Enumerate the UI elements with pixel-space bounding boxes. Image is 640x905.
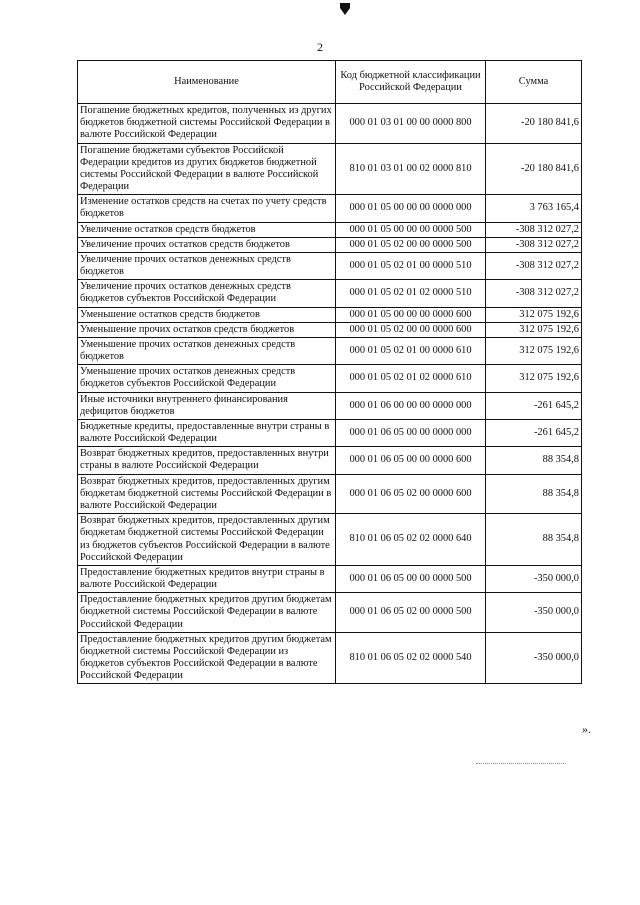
row-name-cell: Увеличение прочих остатков средств бюджетов (78, 237, 336, 252)
table-row (78, 322, 582, 337)
row-name-cell: Возврат бюджетных кредитов, предоставленных внутри страны в валюте Российской Федерации (78, 447, 336, 474)
row-name-cell: Погашение бюджетами субъектов Российской Федерации кредитов из других бюджетов бюджетной системы Российской Федерации в валюте Российской Федерации (78, 143, 336, 195)
row-code-cell: 000 01 06 05 02 00 0000 600 (336, 474, 486, 514)
row-name-cell: Погашение бюджетных кредитов, полученных из других бюджетов бюджетной системы Российской Федерации в валюте Российской Федерации (78, 104, 336, 144)
header-code: Код бюджетной классификации Российской Федерации (336, 61, 486, 104)
row-sum-cell: -261 645,2 (486, 392, 582, 419)
table-row (78, 447, 582, 474)
row-name-cell: Увеличение прочих остатков денежных средств бюджетов (78, 252, 336, 279)
table-row (78, 365, 582, 392)
row-name-cell: Предоставление бюджетных кредитов другим бюджетам бюджетной системы Российской Федерации из бюджетов субъектов Российской Федерации в валюте Российской Федерации (78, 632, 336, 684)
table-row (78, 222, 582, 237)
row-name-cell: Бюджетные кредиты, предоставленные внутри страны в валюте Российской Федерации (78, 419, 336, 446)
row-sum-cell: -350 000,0 (486, 593, 582, 633)
row-sum-cell: 312 075 192,6 (486, 307, 582, 322)
row-code-cell: 000 01 05 00 00 00 0000 000 (336, 195, 486, 222)
row-sum-cell: 88 354,8 (486, 447, 582, 474)
table-row (78, 337, 582, 364)
page-number: 2 (317, 40, 323, 54)
row-code-cell: 000 01 06 00 00 00 0000 000 (336, 392, 486, 419)
row-code-cell: 000 01 06 05 02 00 0000 500 (336, 593, 486, 633)
table-body (78, 104, 582, 684)
row-name-cell: Увеличение прочих остатков денежных средств бюджетов субъектов Российской Федерации (78, 280, 336, 307)
table-row (78, 104, 582, 144)
table-row (78, 195, 582, 222)
row-code-cell: 000 01 05 02 01 02 0000 610 (336, 365, 486, 392)
row-name-cell: Предоставление бюджетных кредитов внутри страны в валюте Российской Федерации (78, 565, 336, 592)
header-name: Наименование (78, 61, 336, 104)
row-name-cell: Возврат бюджетных кредитов, предоставленных другим бюджетам бюджетной системы Российской Федерации из бюджетов субъектов Российской Федерации в валюте Российской Федерации (78, 514, 336, 566)
row-sum-cell: -308 312 027,2 (486, 237, 582, 252)
row-code-cell: 000 01 06 05 00 00 0000 600 (336, 447, 486, 474)
table-row (78, 593, 582, 633)
row-code-cell: 000 01 03 01 00 00 0000 800 (336, 104, 486, 144)
row-name-cell: Возврат бюджетных кредитов, предоставленных другим бюджетам бюджетной системы Российской Федерации в валюте Российской Федерации (78, 474, 336, 514)
scan-mark-icon (339, 2, 351, 16)
row-name-cell: Иные источники внутреннего финансирования дефицитов бюджетов (78, 392, 336, 419)
row-name-cell: Увеличение остатков средств бюджетов (78, 222, 336, 237)
row-code-cell: 000 01 06 05 00 00 0000 500 (336, 565, 486, 592)
row-name-cell: Уменьшение прочих остатков денежных средств бюджетов субъектов Российской Федерации (78, 365, 336, 392)
row-code-cell: 000 01 05 02 01 02 0000 510 (336, 280, 486, 307)
row-sum-cell: 312 075 192,6 (486, 365, 582, 392)
row-code-cell: 810 01 06 05 02 02 0000 640 (336, 514, 486, 566)
table-row (78, 514, 582, 566)
table-row (78, 307, 582, 322)
row-sum-cell: -20 180 841,6 (486, 143, 582, 195)
row-sum-cell: -308 312 027,2 (486, 252, 582, 279)
table-row (78, 565, 582, 592)
table-row (78, 252, 582, 279)
table-row (78, 280, 582, 307)
table-row (78, 419, 582, 446)
row-sum-cell: 3 763 165,4 (486, 195, 582, 222)
row-code-cell: 000 01 05 00 00 00 0000 500 (336, 222, 486, 237)
header-sum: Сумма (486, 61, 582, 104)
table-row (78, 143, 582, 195)
row-name-cell: Уменьшение прочих остатков денежных средств бюджетов (78, 337, 336, 364)
row-sum-cell: 88 354,8 (486, 514, 582, 566)
row-sum-cell: -20 180 841,6 (486, 104, 582, 144)
row-sum-cell: 88 354,8 (486, 474, 582, 514)
row-sum-cell: -350 000,0 (486, 632, 582, 684)
budget-sources-table (77, 60, 582, 684)
row-sum-cell: 312 075 192,6 (486, 337, 582, 364)
table-row (78, 237, 582, 252)
row-code-cell: 000 01 05 02 01 00 0000 610 (336, 337, 486, 364)
row-sum-cell: 312 075 192,6 (486, 322, 582, 337)
table-header-row (78, 61, 582, 104)
row-sum-cell: -261 645,2 (486, 419, 582, 446)
row-code-cell: 000 01 06 05 00 00 0000 000 (336, 419, 486, 446)
row-code-cell: 000 01 05 00 00 00 0000 600 (336, 307, 486, 322)
table-row (78, 632, 582, 684)
row-sum-cell: -350 000,0 (486, 565, 582, 592)
row-code-cell: 810 01 03 01 00 02 0000 810 (336, 143, 486, 195)
row-sum-cell: -308 312 027,2 (486, 222, 582, 237)
row-name-cell: Изменение остатков средств на счетах по учету средств бюджетов (78, 195, 336, 222)
row-name-cell: Предоставление бюджетных кредитов другим бюджетам бюджетной системы Российской Федерации в валюте Российской Федерации (78, 593, 336, 633)
row-sum-cell: -308 312 027,2 (486, 280, 582, 307)
closing-quote: ». (582, 722, 591, 736)
row-name-cell: Уменьшение остатков средств бюджетов (78, 307, 336, 322)
table-row (78, 474, 582, 514)
scan-artifact-dots (476, 763, 566, 766)
row-name-cell: Уменьшение прочих остатков средств бюджетов (78, 322, 336, 337)
row-code-cell: 810 01 06 05 02 02 0000 540 (336, 632, 486, 684)
row-code-cell: 000 01 05 02 00 00 0000 500 (336, 237, 486, 252)
row-code-cell: 000 01 05 02 01 00 0000 510 (336, 252, 486, 279)
row-code-cell: 000 01 05 02 00 00 0000 600 (336, 322, 486, 337)
table-row (78, 392, 582, 419)
